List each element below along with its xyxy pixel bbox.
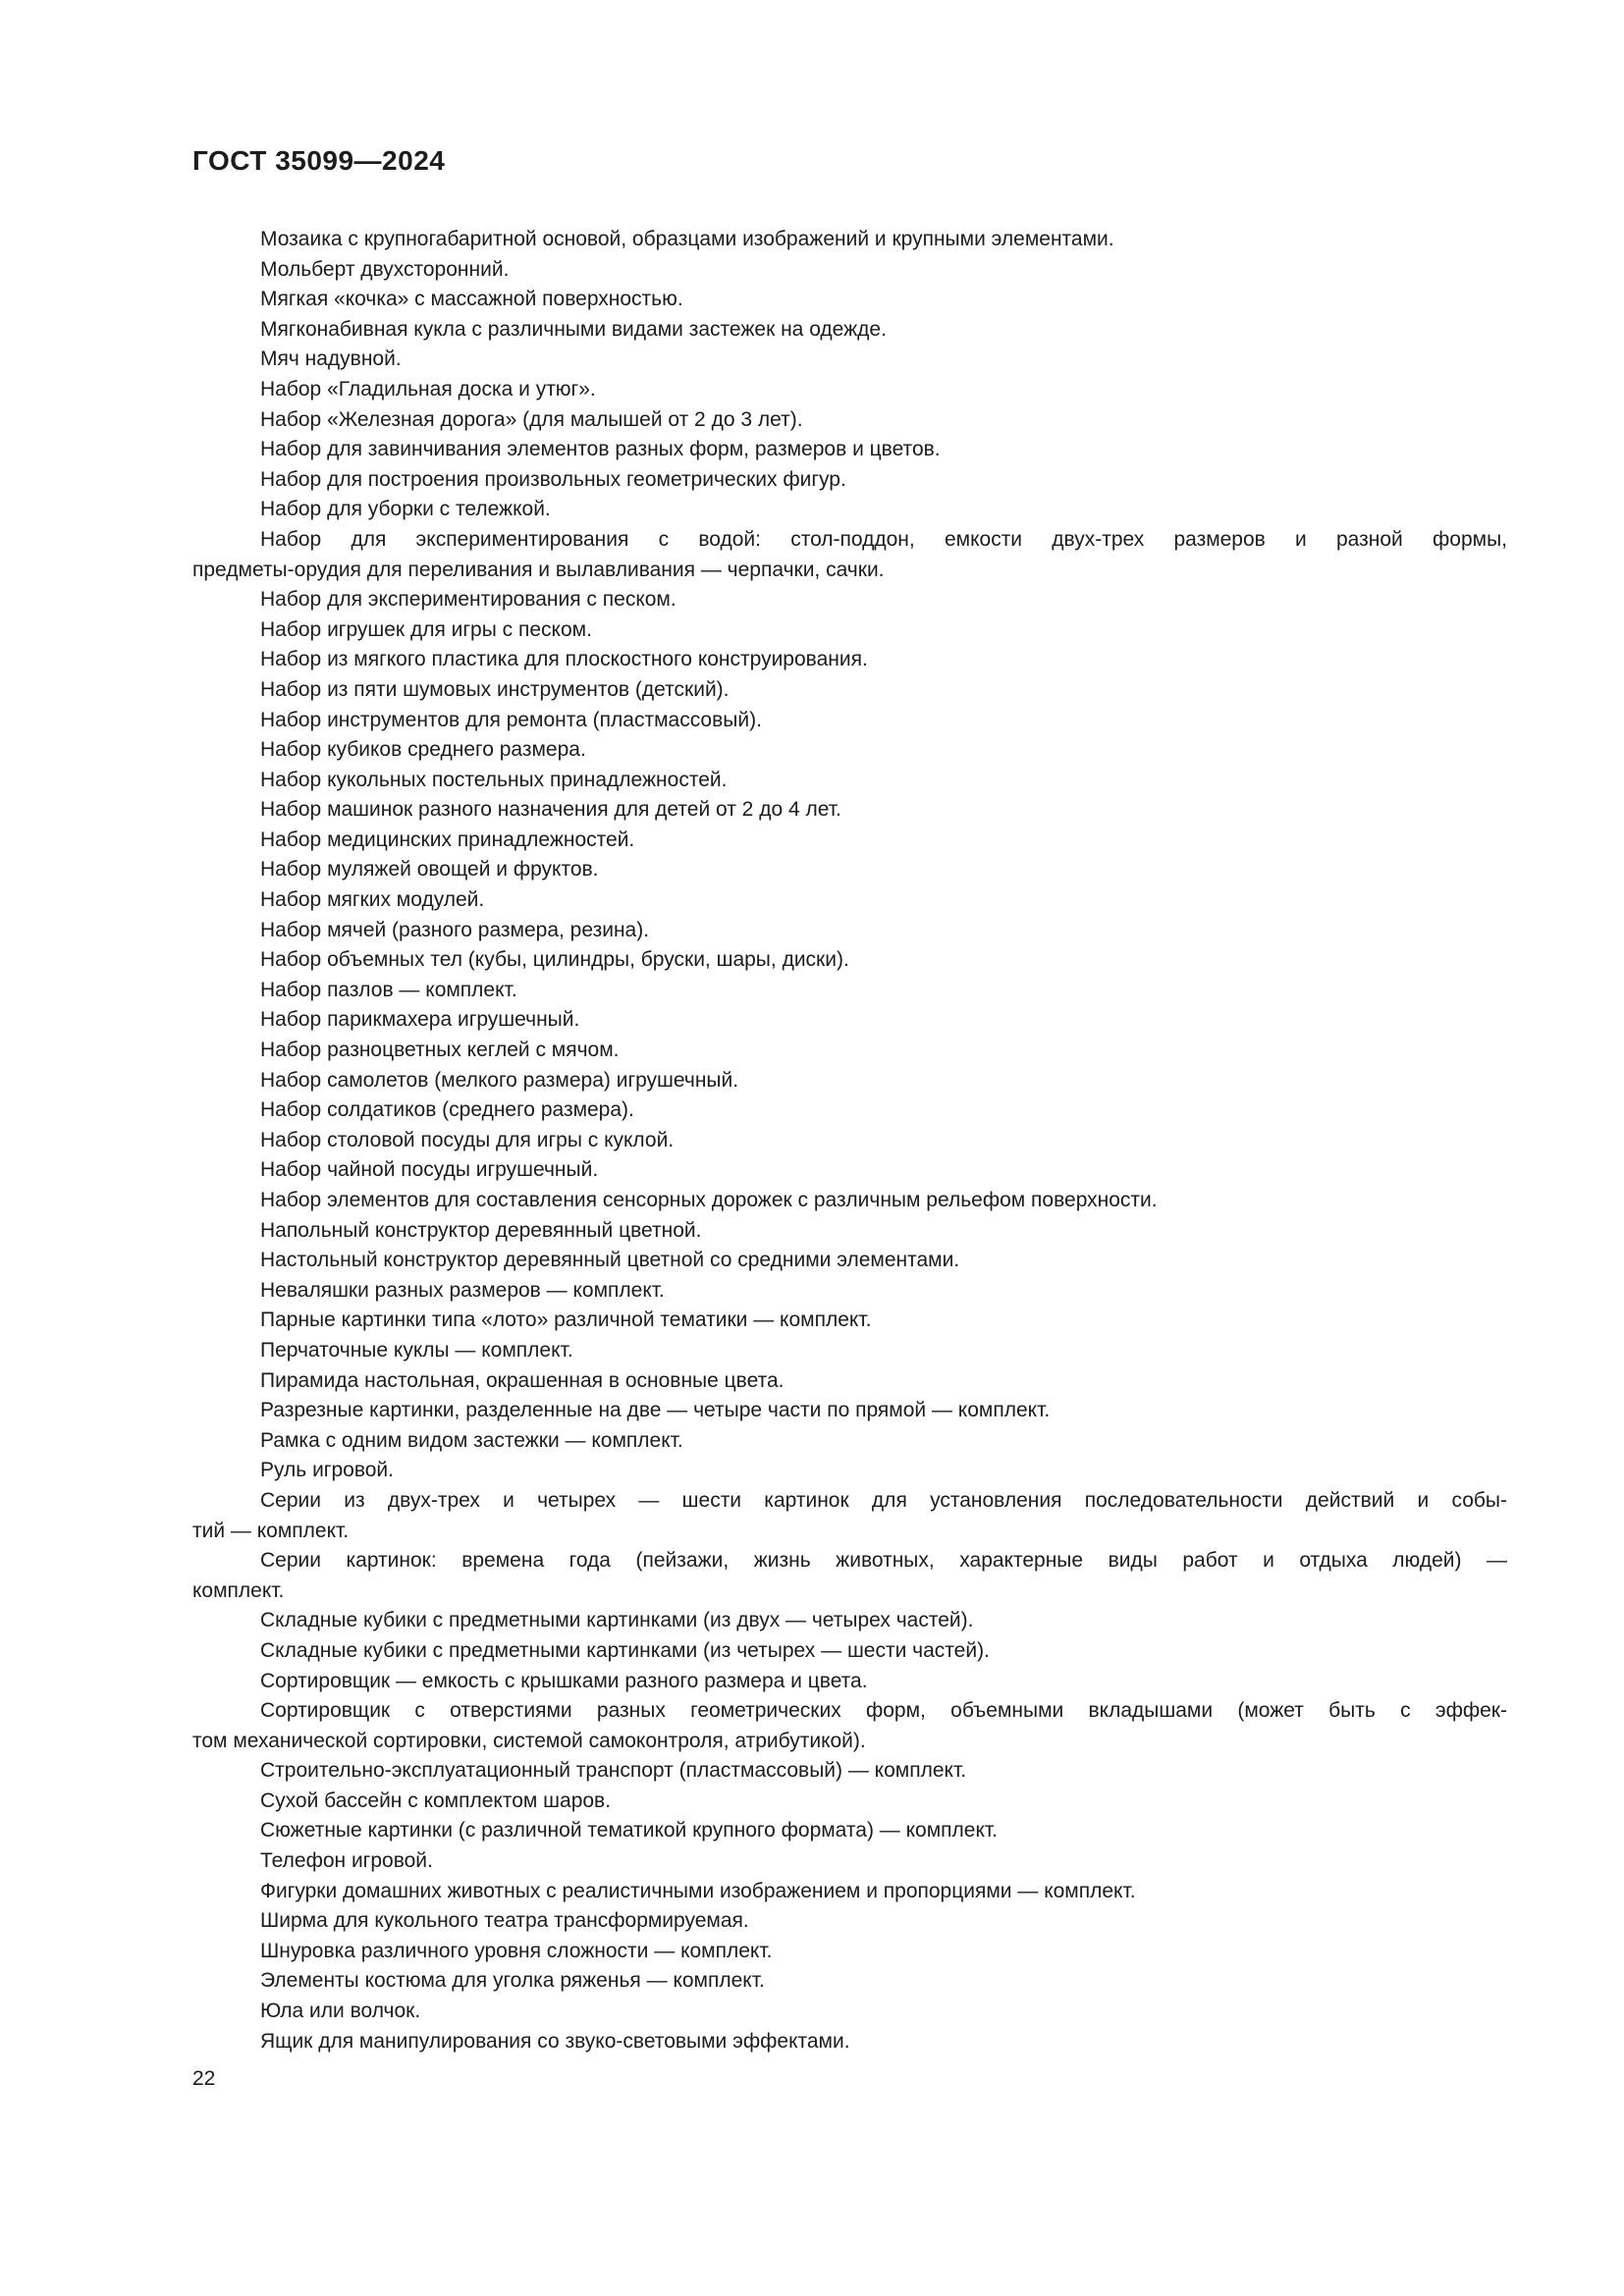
text-line: Мяч надувной.	[260, 347, 402, 371]
text-line: том механической сортировки, системой самоконтроля, атрибутикой).	[192, 1729, 866, 1752]
text-line: Набор для построения произвольных геометрических фигур.	[260, 467, 846, 491]
text-line: Набор разноцветных кеглей с мячом.	[260, 1039, 620, 1062]
text-line: Мягкая «кочка» с массажной поверхностью.	[260, 288, 683, 311]
text-line: Парные картинки типа «лото» различной тематики — комплект.	[260, 1308, 872, 1332]
text-line: Набор объемных тел (кубы, цилиндры, бруски, шары, диски).	[260, 948, 849, 972]
text-line: Набор пазлов — комплект.	[260, 978, 517, 1001]
text-line: Набор для экспериментирования с водой: стол-поддон, емкости двух-трех размеров и разной формы,	[260, 527, 1507, 551]
text-line: Настольный конструктор деревянный цветной со средними элементами.	[260, 1249, 960, 1272]
text-line: Набор из пяти шумовых инструментов (детский).	[260, 677, 730, 701]
text-line: Набор «Гладильная доска и утюг».	[260, 377, 596, 400]
text-line: Рамка с одним видом застежки — комплект.	[260, 1428, 683, 1452]
text-line: Набор из мягкого пластика для плоскостного конструирования.	[260, 648, 868, 671]
text-line: Набор муляжей овощей и фруктов.	[260, 858, 599, 881]
text-line: Шнуровка различного уровня сложности — комплект.	[260, 1939, 773, 1962]
text-line: Разрезные картинки, разделенные на две — четыре части по прямой — комплект.	[260, 1399, 1051, 1422]
text-line: Набор для уборки с тележкой.	[260, 498, 551, 521]
text-line: предметы-орудия для переливания и вылавливания — черпачки, сачки.	[192, 558, 885, 581]
text-line: Складные кубики с предметными картинками (из двух — четырех частей).	[260, 1609, 974, 1632]
text-line: Телефон игровой.	[260, 1849, 433, 1873]
text-line: Набор чайной посуды игрушечный.	[260, 1158, 599, 1182]
text-line: Пирамида настольная, окрашенная в основные цвета.	[260, 1368, 785, 1392]
text-line: Серии картинок: времена года (пейзажи, жизнь животных, характерные виды работ и отдыха людей) —	[260, 1549, 1507, 1573]
text-line: Набор элементов для составления сенсорных дорожек с различным рельефом поверхности.	[260, 1189, 1158, 1211]
text-line: Сухой бассейн с комплектом шаров.	[260, 1789, 612, 1812]
text-line: Набор парикмахера игрушечный.	[260, 1008, 580, 1032]
text-line: Мягконабивная кукла с различными видами застежек на одежде.	[260, 317, 887, 341]
text-line: Набор инструментов для ремонта (пластмассовый).	[260, 708, 762, 731]
text-line: Складные кубики с предметными картинками (из четырех — шести частей).	[260, 1638, 990, 1662]
text-line: Неваляшки разных размеров — комплект.	[260, 1278, 665, 1302]
text-line: Элементы костюма для уголка ряженья — комплект.	[260, 1969, 765, 1993]
text-line: Мольберт двухсторонний.	[260, 257, 510, 281]
text-line: Сортировщик с отверстиями разных геометрических форм, объемными вкладышами (может быть с эффек-	[260, 1699, 1507, 1723]
document-header: ГОСТ 35099—2024	[192, 145, 446, 176]
text-line: Набор самолетов (мелкого размера) игрушечный.	[260, 1068, 739, 1092]
text-line: Строительно-эксплуатационный транспорт (пластмассовый) — комплект.	[260, 1759, 967, 1783]
text-line: Набор мячей (разного размера, резина).	[260, 918, 650, 941]
text-line: Мозаика с крупногабаритной основой, образцами изображений и крупными элементами.	[260, 228, 1114, 250]
text-line: Набор для экспериментирования с песком.	[260, 588, 677, 612]
text-line: Ящик для манипулирования со звуко-световыми эффектами.	[260, 2029, 850, 2053]
text-line: Набор солдатиков (среднего размера).	[260, 1098, 634, 1122]
body-text	[192, 225, 1507, 2056]
text-line: комплект.	[192, 1578, 285, 1602]
text-line: Набор для завинчивания элементов разных форм, размеров и цветов.	[260, 438, 941, 461]
text-line: Юла или волчок.	[260, 2000, 421, 2023]
text-line: Набор кукольных постельных принадлежностей.	[260, 768, 728, 791]
text-line: Сортировщик — емкость с крышками разного размера и цвета.	[260, 1669, 868, 1692]
text-line: Набор машинок разного назначения для детей от 2 до 4 лет.	[260, 798, 841, 822]
text-line: Набор столовой посуды для игры с куклой.	[260, 1128, 675, 1151]
text-line: Напольный конструктор деревянный цветной.	[260, 1218, 702, 1242]
text-line: Набор кубиков среднего размера.	[260, 738, 586, 762]
text-line: Фигурки домашних животных с реалистичными изображением и пропорциями — комплект.	[260, 1879, 1136, 1902]
text-line: тий — комплект.	[192, 1519, 350, 1542]
text-line: Набор медицинских принадлежностей.	[260, 828, 635, 851]
text-line: Перчаточные куклы — комплект.	[260, 1338, 573, 1362]
text-line: Ширма для кукольного театра трансформируемая.	[260, 1909, 749, 1933]
text-line: Набор «Железная дорога» (для малышей от 2 до 3 лет).	[260, 407, 803, 431]
text-line: Руль игровой.	[260, 1459, 394, 1482]
text-line: Набор игрушек для игры с песком.	[260, 617, 592, 641]
text-line: Сюжетные картинки (с различной тематикой крупного формата) — комплект.	[260, 1819, 999, 1842]
page-number: 22	[192, 2067, 216, 2090]
text-line: Серии из двух-трех и четырех — шести картинок для установления последовательности действий и собы-	[260, 1488, 1507, 1512]
text-line: Набор мягких модулей.	[260, 888, 485, 912]
